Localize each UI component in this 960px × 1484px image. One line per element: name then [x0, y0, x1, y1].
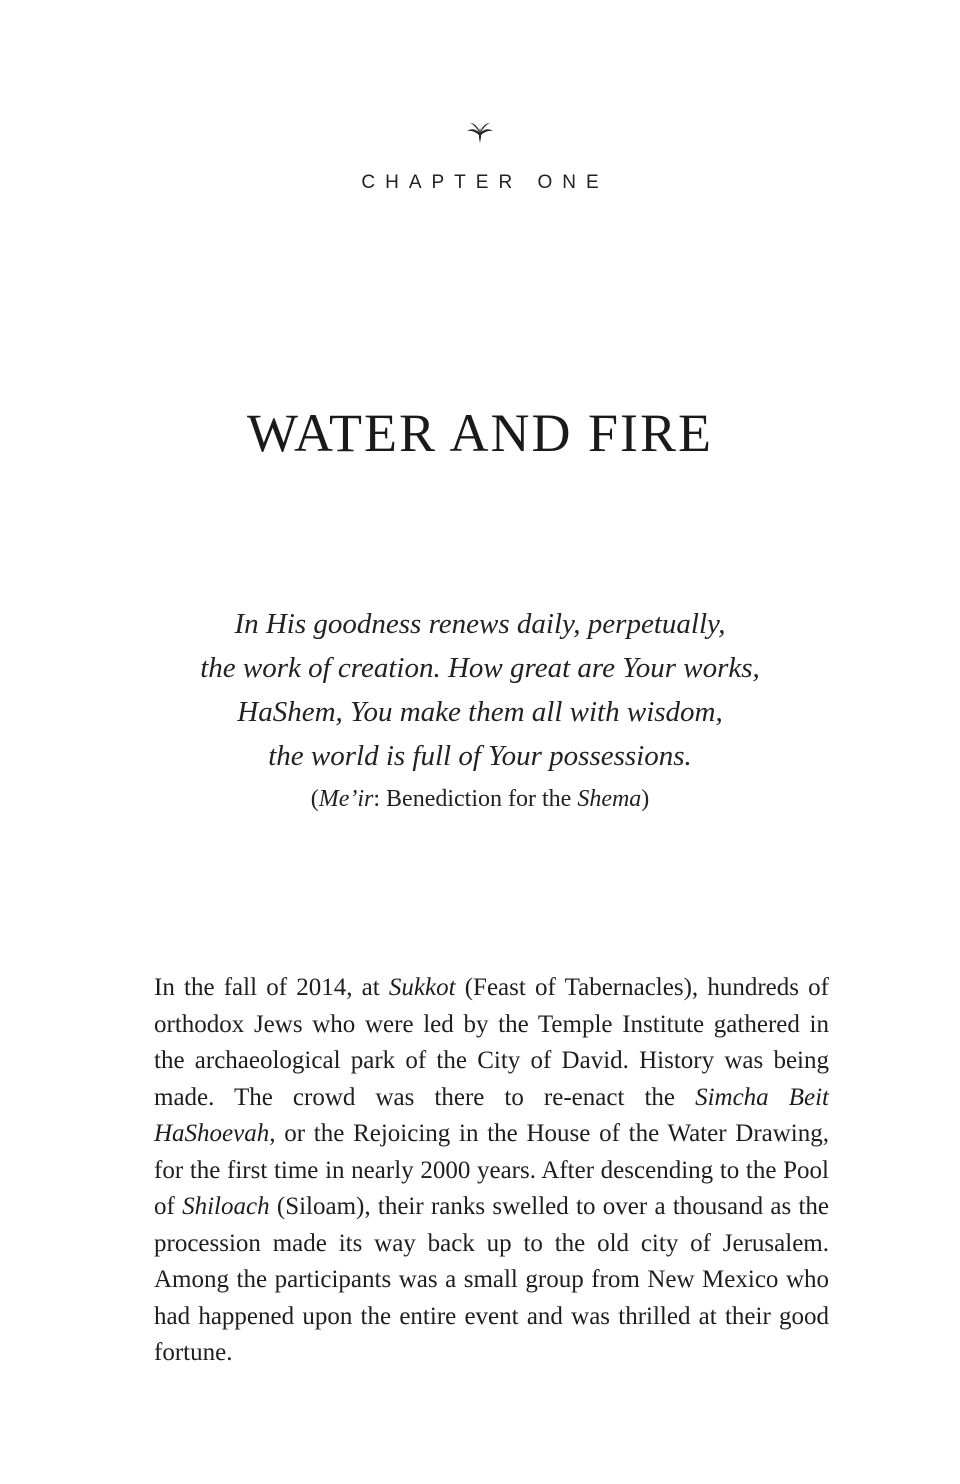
body-text-segment: In the fall of 2014, at [154, 974, 389, 1001]
epigraph-source-close: ) [641, 786, 650, 812]
epigraph-source [0, 780, 960, 818]
epigraph-line: HaShem, You make them all with wisdom, [237, 696, 723, 728]
epigraph-source-prayer: Shema [577, 786, 642, 812]
body-text-segment: or the Rejoicing in the House of the Water Drawing, for the first time in nearly 2000 years. After descending to the Pool of [154, 1120, 829, 1220]
epigraph-source-open: ( [310, 786, 319, 812]
body-text-italic-sukkot: Sukkot [388, 974, 456, 1001]
body-text-italic-shiloach: Shiloach [182, 1193, 270, 1220]
epigraph [0, 602, 960, 818]
chapter-label: CHAPTER ONE [361, 172, 609, 193]
chapter-title: WATER AND FIRE [246, 403, 713, 463]
body-text-segment: (Siloam), their ranks swelled to over a thousand as the procession made its way back up to the old city of Jerusalem. Among the participants was a small group from New Mexico who had happened upon the entire event and was thrilled at their good fortune. [154, 1193, 830, 1366]
epigraph-line: In His goodness renews daily, perpetually, [234, 608, 726, 640]
epigraph-line: the work of creation. How great are Your works, [200, 652, 760, 684]
body-paragraph [154, 970, 829, 1372]
epigraph-source-work: Me’ir [318, 786, 374, 812]
chapter-ornament [0, 118, 960, 149]
body-text-italic-simcha: Simcha Beit HaShoevah, [154, 1083, 829, 1147]
fleuron-icon [465, 118, 495, 144]
epigraph-source-middle: : Benediction for the [373, 786, 578, 812]
epigraph-line: the world is full of Your possessions. [268, 740, 692, 772]
body-text-segment: (Feast of Tabernacles), hundreds of orthodox Jews who were led by the Temple Institute gathered in the archaeological park of the City of David. History was being made. The crowd was there to re-enact the [154, 974, 829, 1111]
